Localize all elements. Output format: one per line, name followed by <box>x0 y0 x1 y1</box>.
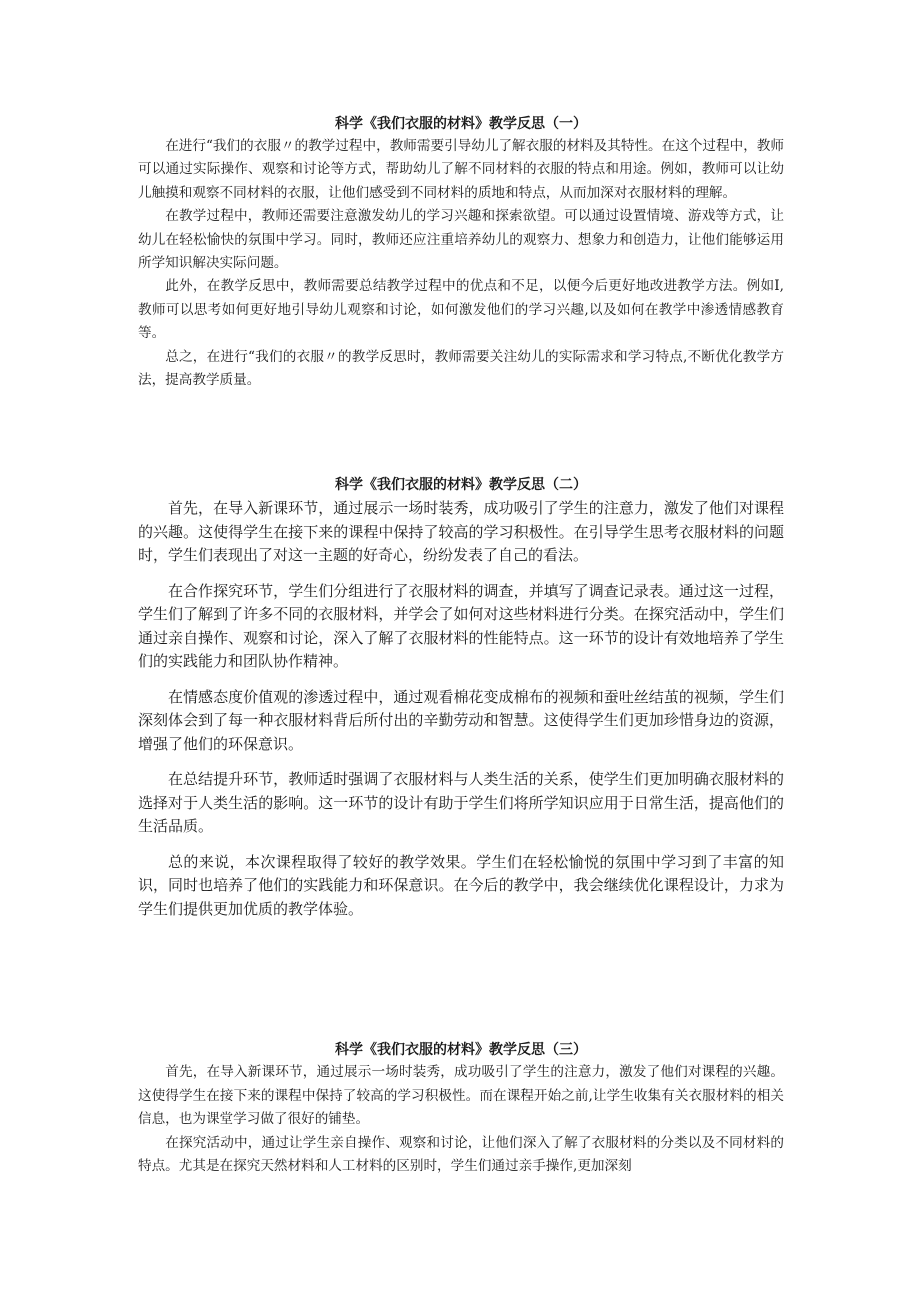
reflection-section-2 <box>138 474 784 933</box>
section-title: 科学《我们衣服的材料》教学反思（一） <box>335 116 587 132</box>
section-title: 科学《我们衣服的材料》教学反思（二） <box>335 477 587 493</box>
paragraph: 此外，在教学反思中，教师需要总结教学过程中的优点和不足，以便今后更好地改进教学方法。例如I,教师可以思考如何更好地引导幼儿观察和讨论，如何激发他们的学习兴趣,以及如何在教学中渗透情感教育等。 <box>138 278 784 342</box>
paragraph: 总之，在进行“我们的衣服〃的教学反思时，教师需要关注幼儿的实际需求和学习特点,不断优化教学方法，提高教学质量。 <box>138 348 784 389</box>
paragraph: 首先，在导入新课环节，通过展示一场时装秀，成功吸引了学生的注意力，激发了他们对课程的兴趣。这使得学生在接下来的课程中保持了较高的学习积极性。在引导学生思考衣服材料的问题时，学生们表现出了对这一主题的好奇心，纷纷发表了自己的看法。 <box>138 499 784 564</box>
paragraph: 在总结提升环节，教师适时强调了衣服材料与人类生活的关系，使学生们更加明确衣服材料的选择对于人类生活的影响。这一环节的设计有助于学生们将所学知识应用于日常生活，提高他们的生活品质。 <box>138 770 784 835</box>
paragraph: 在探究活动中，通过让学生亲自操作、观察和讨论，让他们深入了解了衣服材料的分类以及不同材料的特点。尤其是在探究天然材料和人工材料的区别时，学生们通过亲手操作,更加深刻 <box>138 1134 784 1174</box>
section-title: 科学《我们衣服的材料》教学反思（三） <box>335 1042 587 1058</box>
paragraph: 总的来说，本次课程取得了较好的教学效果。学生们在轻松愉悦的氛围中学习到了丰富的知识，同时也培养了他们的实践能力和环保意识。在今后的教学中，我会继续优化课程设计，力求为学生们提供更加优质的教学体验。 <box>138 852 784 918</box>
reflection-section-1 <box>138 113 784 392</box>
paragraph: 首先，在导入新课环节，通过展示一场时装秀，成功吸引了学生的注意力，激发了他们对课程的兴趣。这使得学生在接下来的课程中保持了较高的学习积极性。而在课程开始之前,让学生收集有关衣服材料的相关信息，也为课堂学习做了很好的铺垫。 <box>138 1064 784 1127</box>
paragraph: 在情感态度价值观的渗透过程中，通过观看棉花变成棉布的视频和蚕吐丝结茧的视频，学生们深刻体会到了每一种衣服材料背后所付出的辛勤劳动和智慧。这使得学生们更加珍惜身边的资源，增强了他们的环保意识。 <box>138 687 784 753</box>
paragraph: 在合作探究环节，学生们分组进行了衣服材料的调查，并填写了调查记录表。通过这一过程，学生们了解到了许多不同的衣服材料，并学会了如何对这些材料进行分类。在探究活动中，学生们通过亲自操作、观察和讨论，深入了解了衣服材料的性能特点。这一环节的设计有效地培养了学生们的实践能力和团队协作精神。 <box>138 581 784 670</box>
reflection-section-3 <box>138 1039 784 1179</box>
paragraph: 在进行“我们的衣服〃的教学过程中，教师需要引导幼儿了解衣服的材料及其特性。在这个过程中，教师可以通过实际操作、观察和讨论等方式，帮助幼儿了解不同材料的衣服的特点和用途。例如，教师可以让幼儿触摸和观察不同材料的衣服，让他们感受到不同材料的质地和特点，从而加深对衣服材料的理解。 <box>138 138 784 201</box>
paragraph: 在教学过程中，教师还需要注意激发幼儿的学习兴趣和探索欲望。可以通过设置情境、游戏等方式，让幼儿在轻松愉快的氛围中学习。同时，教师还应注重培养幼儿的观察力、想象力和创造力，让他们能够运用所学知识解决实际问题。 <box>138 208 784 272</box>
